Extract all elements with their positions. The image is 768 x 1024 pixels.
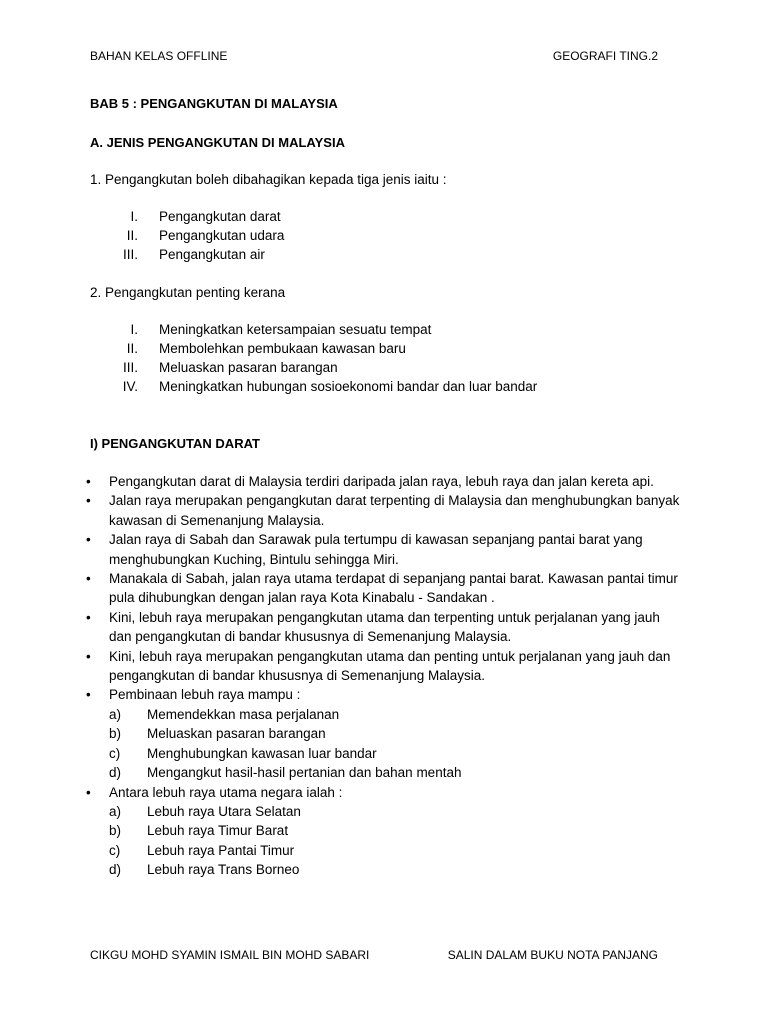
bullet-icon: • xyxy=(86,532,91,548)
bullet-icon: • xyxy=(86,609,91,625)
bullet-item: • Manakala di Sabah, jalan raya utama terdapat di sepanjang pantai barat. Kawasan pantai timur pula dihubungkan dengan jalan raya Kota Kinabalu - Sandakan . xyxy=(86,571,678,606)
list-item: II. Membolehkan pembukaan kawasan baru xyxy=(126,341,406,356)
point-2-list xyxy=(100,320,537,396)
page-header xyxy=(90,49,658,63)
bullet-icon: • xyxy=(86,648,91,664)
list-item: III. Meluaskan pasaran barangan xyxy=(122,360,338,375)
footer-right: SALIN DALAM BUKU NOTA PANJANG xyxy=(447,948,658,962)
lebuh-raya-list xyxy=(86,802,686,880)
bullet-item: • Jalan raya di Sabah dan Sarawak pula tertumpu di kawasan sepanjang pantai barat yang menghubungkan Kuching, Bintulu sehingga Miri. xyxy=(86,532,643,567)
sub-item: b) Lebuh raya Timur Barat xyxy=(109,823,289,839)
page-footer xyxy=(90,948,658,962)
sub-item: a) Lebuh raya Utara Selatan xyxy=(109,803,301,819)
bullet-icon: • xyxy=(86,474,91,489)
bullet-icon: • xyxy=(86,784,91,800)
bullet-icon: • xyxy=(86,571,91,587)
list-item: I. Meningkatkan ketersampaian sesuatu tempat xyxy=(130,322,432,337)
bullet-item: • Antara lebuh raya utama negara ialah : a) Lebuh raya Utara Selatan b) Lebuh raya Timur Barat c) Lebuh raya Pantai Timur d) Lebuh raya Trans Borneo xyxy=(86,783,686,880)
bullet-item: • Jalan raya merupakan pengangkutan darat terpenting di Malaysia dan menghubungkan banyak kawasan di Semenanjung Malaysia. xyxy=(86,493,680,528)
list-item: II. Pengangkutan udara xyxy=(126,228,285,243)
sub-item: c) Lebuh raya Pantai Timur xyxy=(109,842,295,858)
point-2-text: 2. Pengangkutan penting kerana xyxy=(90,285,286,300)
bullet-item: • Kini, lebuh raya merupakan pengangkutan utama dan terpenting untuk perjalanan yang jauh dan pengangkutan di bandar khususnya di Semenanjung Malaysia. xyxy=(86,609,660,645)
bullet-item: • Pembinaan lebuh raya mampu : a) Memendekkan masa perjalanan b) Meluaskan pasaran barangan c) Menghubungkan kawasan luar bandar d) Mengangkut hasil-hasil pertanian dan bahan mentah xyxy=(86,685,686,782)
list-item: IV. Meningkatkan hubungan sosioekonomi bandar dan luar bandar xyxy=(122,379,538,394)
chapter-title: BAB 5 : PENGANGKUTAN DI MALAYSIA xyxy=(90,96,338,111)
header-right: GEOGRAFI TING.2 xyxy=(552,49,658,63)
bullet-item: • Pengangkutan darat di Malaysia terdiri daripada jalan raya, lebuh raya dan jalan kereta api. xyxy=(86,472,686,491)
bullet-icon: • xyxy=(86,687,91,703)
sub-item: d) Mengangkut hasil-hasil pertanian dan bahan mentah xyxy=(109,765,462,781)
bullet-icon: • xyxy=(86,493,91,509)
pembinaan-list xyxy=(86,705,686,783)
header-left: BAHAN KELAS OFFLINE xyxy=(90,49,228,63)
footer-left: CIKGU MOHD SYAMIN ISMAIL BIN MOHD SABARI xyxy=(90,948,370,962)
point-1-list xyxy=(100,207,284,264)
section-heading-a: A. JENIS PENGANGKUTAN DI MALAYSIA xyxy=(90,135,345,150)
point-1-text: 1. Pengangkutan boleh dibahagikan kepada tiga jenis iaitu : xyxy=(90,172,447,187)
list-item: I. Pengangkutan darat xyxy=(130,209,281,224)
sub-item: b) Meluaskan pasaran barangan xyxy=(109,726,326,742)
darat-bullet-list xyxy=(86,472,686,880)
list-item: III. Pengangkutan air xyxy=(122,247,265,262)
bullet-item: • Kini, lebuh raya merupakan pengangkutan utama dan penting untuk perjalanan yang jauh dan pengangkutan di bandar khususnya di Semenanjung Malaysia. xyxy=(86,648,671,684)
section-heading-darat: I) PENGANGKUTAN DARAT xyxy=(90,436,260,451)
sub-item: c) Menghubungkan kawasan luar bandar xyxy=(109,745,377,761)
sub-item: a) Memendekkan masa perjalanan xyxy=(109,706,340,722)
sub-item: d) Lebuh raya Trans Borneo xyxy=(109,862,300,878)
